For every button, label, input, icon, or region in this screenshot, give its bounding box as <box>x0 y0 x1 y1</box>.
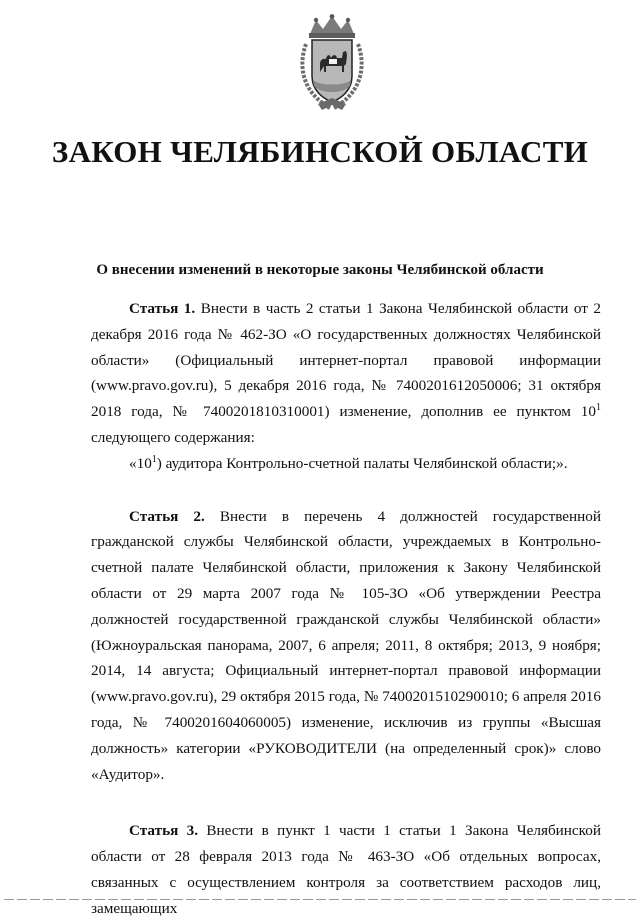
article-3-paragraph <box>91 818 601 921</box>
law-subtitle: О внесении изменений в некоторые законы Челябинской области <box>96 262 544 278</box>
article-2-paragraph <box>91 504 601 788</box>
coat-of-arms-icon <box>296 14 368 112</box>
article-1-quote-superscript: 1 <box>151 453 157 465</box>
article-2-label: Статья 2. <box>129 507 205 525</box>
document-body <box>91 296 601 922</box>
article-3-text: Внести в пункт 1 части 1 статьи 1 Закона Челябинской области от 28 февраля 2013 года № 463-ЗО «Об отдельных вопросах, связанных с осуществлением контроля за соответствием расходов лиц, замещающих <box>91 822 602 917</box>
article-1-label: Статья 1. <box>129 300 196 317</box>
article-1-quote <box>91 451 601 477</box>
page-bottom-border <box>4 899 636 900</box>
article-3-label: Статья 3. <box>129 822 199 840</box>
law-title: ЗАКОН ЧЕЛЯБИНСКОЙ ОБЛАСТИ <box>51 134 589 169</box>
article-1-quote-rest: ) аудитора Контрольно-счетной палаты Челябинской области;». <box>156 454 568 472</box>
article-1-text-tail: следующего содержания: <box>91 428 255 446</box>
article-1-superscript: 1 <box>596 402 601 414</box>
article-1-text: Внести в часть 2 статьи 1 Закона Челябинской области от 2 декабря 2016 года № 462-ЗО «О государственных должностях Челябинской области» (Официальный интернет-портал правовой информации (www.pravo.gov.ru), 5 декабря 2016 года, № 7400201612050006; 31 октября 2018 года, № 7400201810310001) изменение, дополнив ее пунктом 10 <box>91 300 602 421</box>
article-1-quote-open: «10 <box>129 454 152 472</box>
article-2-text: Внести в перечень 4 должностей государственной гражданской службы Челябинской области, учреждаемых в Контрольно-счетной палате Челябинской области, приложения к Закону Челябинской области от 29 марта 2007 года № 105-ЗО «Об утверждении Реестра должностей государственной гражданской службы Челябинской области» (Южноуральская панорама, 2007, 6 апреля; 2011, 8 октября; 2013, 9 ноября; 2014, 14 августа; Официальный интернет-портал правовой информации (www.pravo.gov.ru), 29 октября 2015 года, № 7400201510290010; 6 апреля 2016 года, № 7400201604060005) изменение, исключив из группы «Высшая должность» категории «РУКОВОДИТЕЛИ (на определенный срок)» слово «Аудитор». <box>91 507 602 783</box>
article-1-paragraph <box>91 296 601 451</box>
